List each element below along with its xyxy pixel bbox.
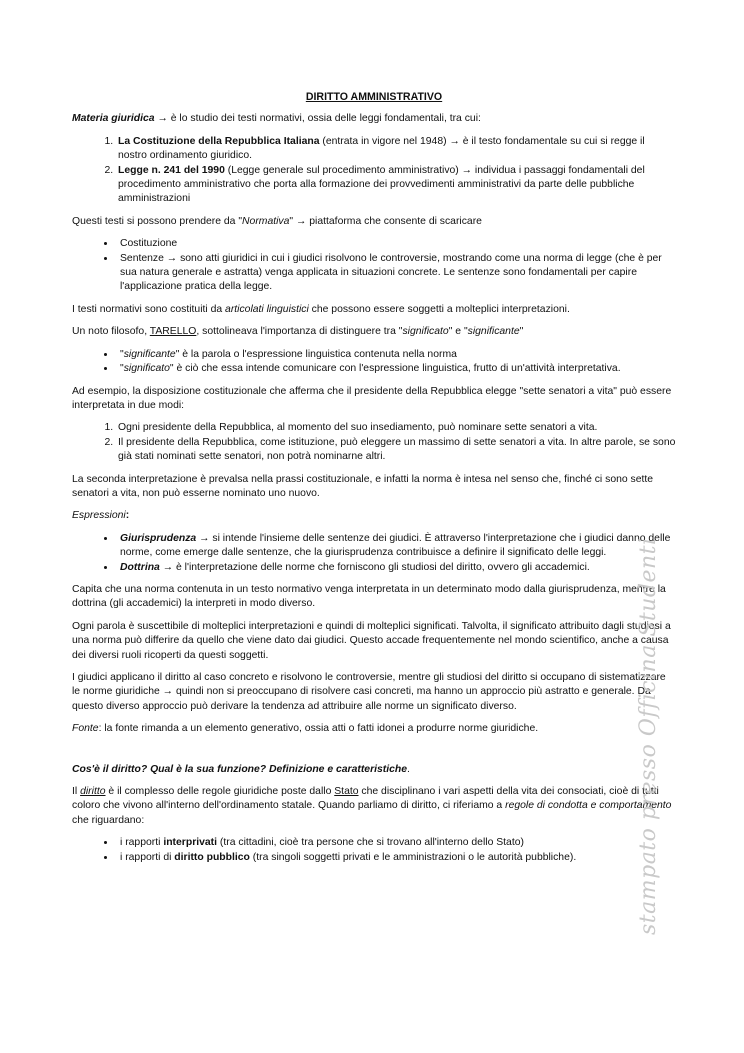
text: : [125, 510, 130, 522]
term-espressioni: Espressioni [72, 510, 126, 522]
list-significato [72, 348, 676, 377]
term-dottrina: Dottrina [120, 561, 160, 573]
term-fonte: Fonte [72, 723, 99, 735]
list-item [116, 561, 676, 575]
term-significato: significato [402, 326, 449, 338]
list-item [116, 135, 676, 164]
term-diritto-pubblico: diritto pubblico [174, 851, 250, 863]
paragraph-espressioni [72, 509, 676, 523]
text: , sottolineava l'importanza di distinguere tra " [196, 326, 403, 338]
text: " [120, 363, 124, 375]
list-item [116, 164, 676, 207]
list-item: 2. Il presidente della Repubblica, come istituzione, può eleggere un massimo di sette senatori a vita. In altre parole, se sono già stati nominati sette senatori, non potrà nominarne altri. [116, 436, 676, 465]
text: (entrata in vigore nel 1948) → è il testo fondamentale su cui si regge il nostro ordinamento giuridico. [118, 135, 645, 162]
paragraph-giudici: I giudici applicano il diritto al caso concreto e risolvono le controversie, mentre gli studiosi del diritto si occupano di sistematizzare le norme giuridiche → quindi non si preoccupano di risolvere casi concreti, ma hanno un approccio più astratto e generale. Da questo diverso approccio può derivare la tendenza ad attribuire alle norme un significato diverso. [72, 672, 666, 712]
paragraph-tarello [72, 325, 676, 339]
watermark: stampato presso Officina Studenti [636, 537, 661, 935]
page-title: DIRITTO AMMINISTRATIVO [305, 91, 443, 103]
list-normativa-contents [72, 237, 676, 295]
list-item [116, 532, 676, 561]
term-costituzione: La Costituzione della Repubblica Italiana [118, 135, 320, 147]
term-diritto: diritto [80, 786, 106, 798]
text: (tra singoli soggetti privati e le amministrazioni o le autorità pubbliche). [249, 851, 577, 863]
paragraph-parola: Ogni parola è suscettibile di molteplici interpretazioni e quindi di molteplici significati. Talvolta, il significato attribuito dagli studiosi a una norma può differire da quello che viene dato dai giudici. Questo accade frequentemente nel mondo scientifico, anche a causa dei diversi ruoli ricoperti da questi soggetti. [72, 620, 671, 661]
list-rapporti [72, 836, 676, 865]
term: significato [123, 363, 170, 375]
paragraph-articolati [72, 303, 676, 317]
text: " → piattaforma che consente di scaricare [289, 215, 482, 227]
text: Un noto filosofo, [72, 326, 150, 338]
text: " è la parola o l'espressione linguistica contenuta nella norma [175, 348, 457, 360]
name-tarello: TARELLO [149, 326, 197, 338]
section-heading-diritto [72, 763, 676, 777]
text: che disciplinano i vari aspetti della vita dei consociati, cioè di tutti coloro che vivono all'interno dell'ordinamento statale. Quando parliamo di diritto, ci riferiamo a [72, 786, 659, 812]
text: I testi normativi sono costituiti da [72, 303, 226, 315]
text: i rapporti [120, 837, 164, 849]
text: è il complesso delle regole giuridiche poste dallo [105, 786, 335, 798]
paragraph-fonte [72, 722, 676, 736]
term-stato: Stato [334, 786, 359, 798]
paragraph-definizione-diritto [72, 785, 676, 828]
term-legge-241: Legge n. 241 del 1990 [118, 164, 225, 176]
term-articolati-linguistici: articolati linguistici [225, 303, 309, 315]
text: Il [72, 786, 81, 798]
term-interprivati: interprivati [163, 837, 218, 849]
list-item [116, 362, 676, 376]
text: → è l'interpretazione delle norme che forniscono gli studiosi del diritto, ovvero gli accademici. [159, 561, 590, 573]
text: " è ciò che essa intende comunicare con l'espressione linguistica, frutto di un'attività interpretativa. [169, 363, 621, 375]
list-item [116, 851, 676, 865]
heading-text: Cos'è il diritto? Qual è la sua funzione? Definizione e caratteristiche [72, 763, 408, 775]
text: → si intende l'insieme delle sentenze dei giudici. È attraverso l'interpretazione che i giudici danno delle norme, come emerge dalle sentenze, che la giurisprudenza contribuisce a definire il significato delle leggi. [120, 532, 671, 559]
list-item: • Costituzione [116, 237, 676, 251]
list-testi-fondamentali [72, 135, 676, 207]
text: . [407, 763, 410, 775]
list-item [116, 348, 676, 362]
term-normativa: Normativa [242, 215, 290, 227]
term-significante: significante [467, 326, 520, 338]
text: " e " [448, 326, 468, 338]
text: → è lo studio dei testi normativi, ossia delle leggi fondamentali, tra cui: [154, 113, 481, 125]
text: Questi testi si possono prendere da " [72, 215, 243, 227]
paragraph-giurisprudenza-dottrina: Capita che una norma contenuta in un testo normativo venga interpretata in un determinato modo dalla giurisprudenza, mentre la dottrina (gli accademici) la interpreti in modo diverso. [72, 583, 666, 610]
paragraph-seconda-interpretazione: La seconda interpretazione è prevalsa nella prassi costituzionale, e infatti la norma è intesa nel senso che, finché ci sono sette senatori a vita, non può esserne nominato uno nuovo. [72, 473, 654, 499]
text: che riguardano: [72, 814, 145, 826]
text: " [519, 326, 524, 338]
term-giurisprudenza: Giurisprudenza [120, 532, 197, 544]
text: " [120, 348, 124, 360]
text: che possono essere soggetti a molteplici interpretazioni. [308, 303, 570, 315]
list-item: 1. Ogni presidente della Repubblica, al momento del suo insediamento, può nominare sette senatori a vita. [116, 421, 676, 435]
list-interpretazioni [72, 421, 676, 464]
paragraph-normativa [72, 215, 676, 229]
paragraph-esempio: Ad esempio, la disposizione costituzionale che afferma che il presidente della Repubblica elegge "sette senatori a vita" può essere interpretata in due modi: [72, 385, 672, 411]
text: i rapporti di [120, 851, 175, 863]
paragraph-materia-giuridica [72, 112, 676, 126]
document-body [72, 90, 676, 873]
text: : la fonte rimanda a un elemento generativo, ossia atti o fatti idonei a produrre norme giuridiche. [98, 723, 539, 735]
term-regole-condotta: regole di condotta e comportamento [505, 800, 672, 812]
text: (Legge generale sul procedimento amministrativo) → individua i passaggi fondamentali del procedimento amministrativo che porta alla formazione dei provvedimenti amministrativi da parte delle pubbliche amministrazioni [118, 164, 645, 205]
term-materia-giuridica: Materia giuridica [72, 113, 155, 125]
list-espressioni [72, 532, 676, 575]
list-item: • Sentenze → sono atti giuridici in cui i giudici risolvono le controversie, mostrando come una norma di legge (che è per sua natura generale e astratta) venga applicata in situazioni concrete. Le sentenze sono fondamentali per capire l'applicazione pratica della legge. [116, 252, 676, 295]
section-spacer [72, 745, 676, 763]
list-item [116, 836, 676, 850]
term: significante [123, 348, 176, 360]
text: (tra cittadini, cioè tra persone che si trovano all'interno dello Stato) [217, 837, 524, 849]
